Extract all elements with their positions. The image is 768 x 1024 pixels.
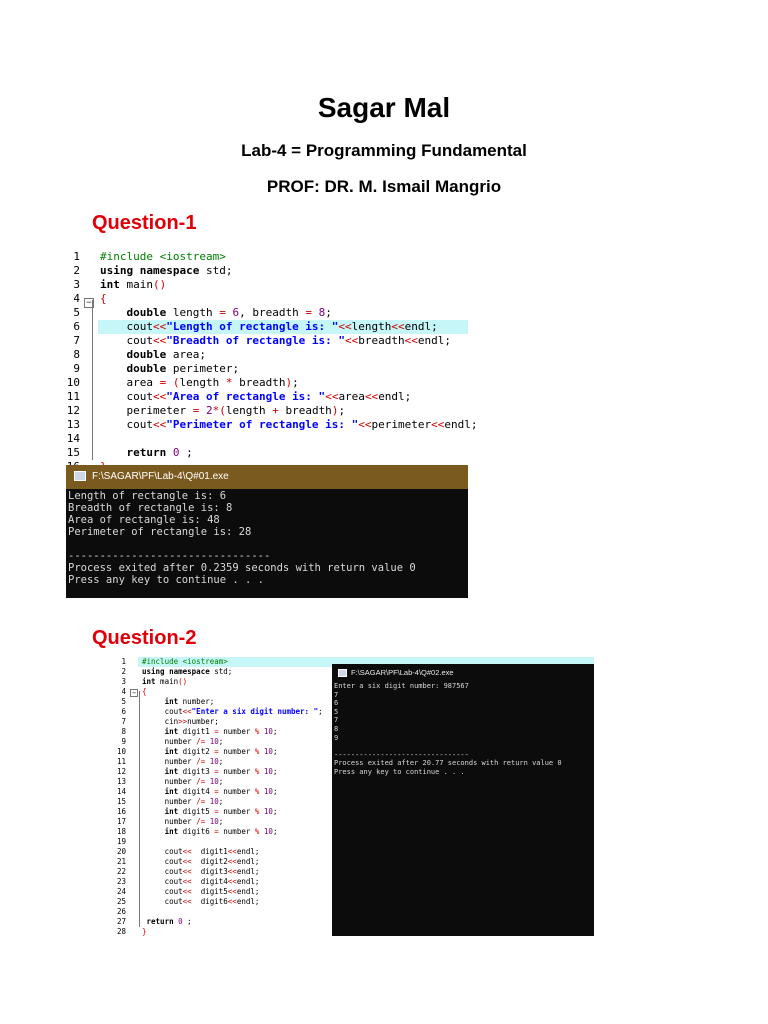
- console-output-line: Breadth of rectangle is: 8: [68, 502, 233, 514]
- console-output-line: 7: [334, 690, 339, 699]
- q1-console-window: [66, 465, 468, 598]
- console-output-line: 5: [334, 707, 339, 716]
- question-1-heading: Question-1: [92, 212, 197, 234]
- console-output-line: 6: [334, 699, 339, 708]
- console-output-line: Press any key to continue . . .: [68, 574, 264, 586]
- console-output-line: [334, 742, 594, 751]
- q2-console-window: [332, 664, 594, 936]
- console-output-line: Area of rectangle is: 48: [68, 514, 220, 526]
- console-output-line: --------------------------------: [334, 750, 469, 759]
- console-window-icon: [74, 471, 86, 481]
- q1-console-titlebar[interactable]: [66, 465, 468, 489]
- q2-console-title: F:\SAGAR\PF\Lab-4\Q#02.exe: [351, 668, 454, 677]
- q2-console-titlebar[interactable]: [332, 664, 594, 682]
- console-output-line: Enter a six digit number: 987567: [334, 682, 469, 690]
- prof-subtitle: PROF: DR. M. Ismail Mangrio: [266, 177, 502, 196]
- console-output-line: Length of rectangle is: 6: [68, 490, 227, 502]
- console-output-line: --------------------------------: [68, 550, 271, 562]
- question-2-heading: Question-2: [92, 627, 197, 649]
- console-output-line: Press any key to continue . . .: [334, 767, 465, 776]
- console-output-line: 8: [334, 724, 339, 733]
- console-output-line: Perimeter of rectangle is: 28: [68, 526, 252, 538]
- console-output-line: [68, 538, 468, 550]
- console-output-line: Process exited after 20.77 seconds with return value 0: [334, 759, 562, 768]
- console-output-line: Process exited after 0.2359 seconds with return value 0: [68, 562, 416, 574]
- lab-subtitle: Lab-4 = Programming Fundamental: [241, 141, 527, 160]
- console-window-icon: [338, 669, 347, 677]
- console-output-line: 9: [334, 733, 339, 742]
- q1-console-output: [68, 490, 468, 586]
- q1-console-title: F:\SAGAR\PF\Lab-4\Q#01.exe: [92, 471, 229, 482]
- console-output-line: 7: [334, 716, 339, 725]
- q1-code-editor: 1 #include <iostream> 2 using namespace std; 3 int main() 4 − { 5 double length = 6, breadth = 8; 6 cout<<"Length of rectangle is: "<<length<<endl; 7 cout<<"Breadth of rectangle is: "<<breadth<<endl; 8 double area; 9 double perimeter; 10 area = (length * breadth); 11 cout<<"Area of rectangle is: "<<area<<endl; 12 perimeter = 2*(length + breadth); 13 cout<<"Perimeter of rectangle is: "<<perimeter<<endl; 14 15 return 0 ;: [62, 248, 468, 466]
- document-title: Sagar Mal: [317, 92, 451, 123]
- q2-code-editor: 1 #include <iostream> 2 using namespace std; 3 int main() 4 − { 5 int number; 6 cout<<"Enter a six digit number: "; 7 cin>>number; 8 int digit1 = number % 10; 9 number /= 10; 10 int digit2 = number % 10; 11 number /= 10; 12 int digit3 = number % 10; 13 number /= 10; 14 int digit4 = number % 10; 15 number /= 10; 16 int digit5 = number % 10; 17 number /= 10; 18 int digit6 = number % 10; 19 20 cout<< digit1<<endl; 21 cout<< digit2<<endl; 22 cout<< digit3<<endl; 23 cout<< digit4<<endl; 24 cout<< digit5<<endl; 25 cout<< digit6<<endl; 26 27 return 0 ; 28 }: [110, 655, 334, 937]
- q2-console-output: [334, 682, 594, 777]
